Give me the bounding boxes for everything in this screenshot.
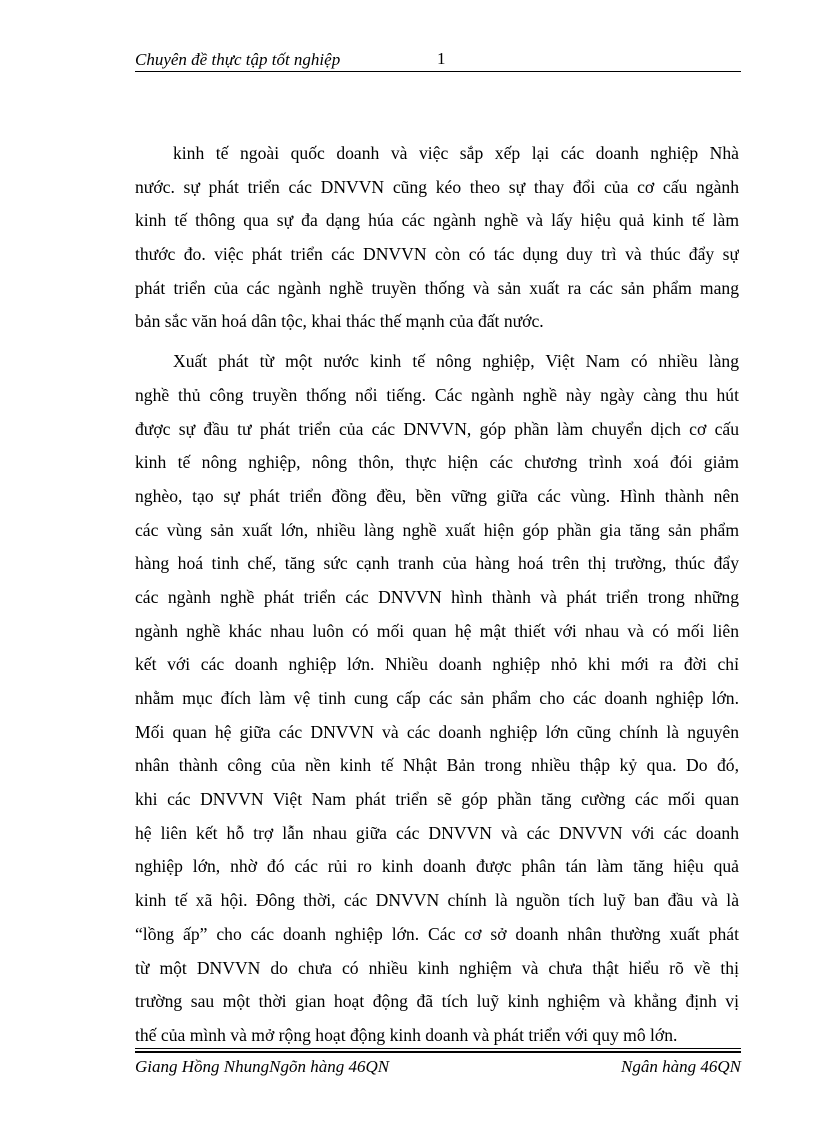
paragraph-line: kinh tế ngoài quốc doanh và việc sắp xếp lại các doanh nghiệp Nhà (173, 143, 739, 163)
paragraph-line: nghèo, tạo sự phát triển đồng đều, bền vững giữa các vùng. Hình thành nên (135, 485, 739, 506)
paragraph-line: kết với các doanh nghiệp lớn. Nhiều doanh nghiệp nhỏ khi mới ra đời chỉ (135, 654, 739, 675)
paragraph-line: hệ liên kết hỗ trợ lẫn nhau giữa các DNVVN và các DNVVN với các doanh (135, 822, 739, 843)
paragraph-line: “lồng ấp” cho các doanh nghiệp lớn. Các cơ sở doanh nhân thường xuất phát (135, 923, 739, 944)
paragraph-line: kinh tế thông qua sự đa dạng húa các ngành nghề và lấy hiệu quả kinh tế làm (135, 210, 739, 231)
paragraph-line: khi các DNVVN Việt Nam phát triển sẽ góp phần tăng cường các mối quan (135, 789, 739, 810)
footer-rule (135, 1048, 741, 1053)
paragraph-line: các ngành nghề phát triển các DNVVN hình thành và phát triển trong những (135, 586, 739, 607)
paragraph-line: bản sắc văn hoá dân tộc, khai thác thế mạnh của đất nước. (135, 311, 544, 332)
footer-author: Giang Hồng NhungNgõn hàng 46QN (135, 1057, 390, 1076)
paragraph-line: trường sau một thời gian hoạt động đã tích luỹ kinh nghiệm và khẳng định vị (135, 991, 739, 1012)
page-number: 1 (437, 49, 446, 68)
paragraph-line: nhằm mục đích làm vệ tinh cung cấp các sản phẩm cho các doanh nghiệp lớn. (135, 688, 739, 708)
paragraph-line: Mối quan hệ giữa các DNVVN và các doanh nghiệp lớn cũng chính là nguyên (135, 721, 739, 742)
paragraph-line: nước. sự phát triển các DNVVN cũng kéo theo sự thay đổi của cơ cấu ngành (135, 176, 739, 197)
paragraph-line: từ một DNVVN do chưa có nhiều kinh nghiệm và chưa thật hiểu rõ về thị (135, 957, 739, 978)
header-title: Chuyên đề thực tập tốt nghiệp (135, 50, 341, 69)
header-rule (135, 71, 741, 72)
footer-department: Ngân hàng 46QN (621, 1057, 741, 1076)
paragraph-line: ngành nghề khác nhau luôn có mối quan hệ mật thiết với nhau và có mối liên (135, 620, 739, 641)
paragraph-line: các vùng sản xuất lớn, nhiều làng nghề xuất hiện góp phần gia tăng sản phẩm (135, 519, 739, 540)
paragraph-line: nghiệp lớn, nhờ đó các rủi ro kinh doanh được phân tán làm tăng hiệu quả (135, 856, 739, 877)
paragraph-line: thước đo. việc phát triển các DNVVN còn có tác dụng duy trì và thúc đẩy sự (135, 244, 739, 265)
document-body (135, 137, 739, 1053)
paragraph (135, 137, 739, 339)
paragraph-line: kinh tế xã hội. Đông thời, các DNVVN chính là nguồn tích luỹ ban đầu và là (135, 890, 739, 911)
paragraph-line: nghề thủ công truyền thống nổi tiếng. Các ngành nghề này ngày càng thu hút (135, 384, 739, 405)
paragraph-line: phát triển của các ngành nghề truyền thống và sản xuất ra các sản phẩm mang (135, 277, 739, 298)
paragraph-line: hàng hoá tinh chế, tăng sức cạnh tranh của hàng hoá trên thị trường, thúc đẩy (135, 553, 739, 574)
paragraph-line: nhân thành công của nền kinh tế Nhật Bản trong nhiều thập kỷ qua. Do đó, (135, 755, 739, 776)
paragraph-line: Xuất phát từ một nước kinh tế nông nghiệp, Việt Nam có nhiều làng (173, 351, 739, 372)
paragraph-line: thế của mình và mở rộng hoạt động kinh doanh và phát triển với quy mô lớn. (135, 1024, 678, 1045)
paragraph-line: kinh tế nông nghiệp, nông thôn, thực hiện các chương trình xoá đói giảm (135, 452, 739, 473)
page-header (135, 48, 741, 72)
paragraph (135, 345, 739, 1052)
paragraph-line: được sự đầu tư phát triển của các DNVVN, góp phần làm chuyển dịch cơ cấu (135, 418, 739, 439)
